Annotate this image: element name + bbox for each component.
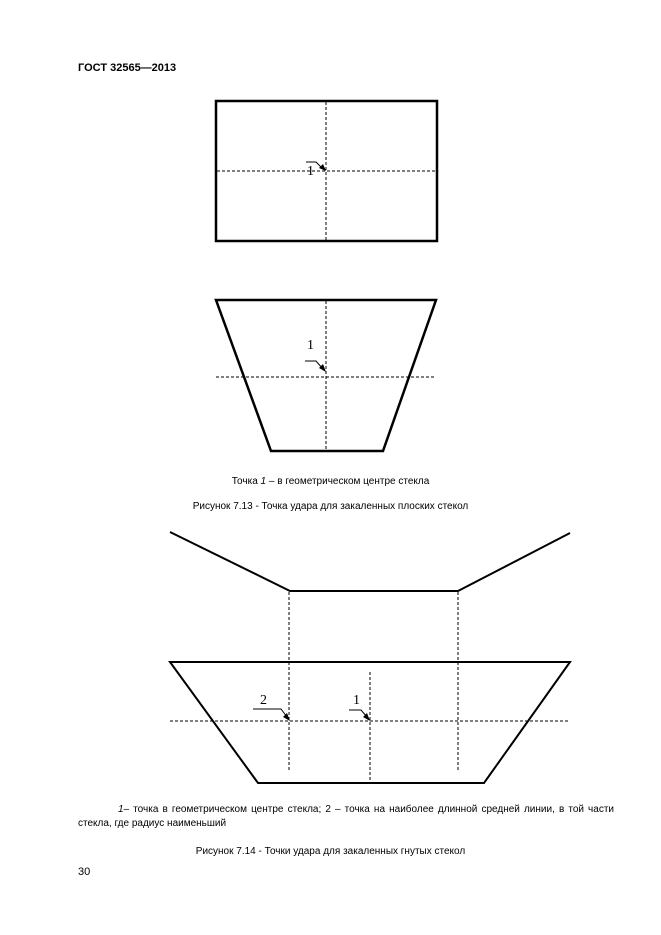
figure-7-14-caption: Рисунок 7.14 - Точки удара для закаленных гнутых стекол: [195, 846, 466, 857]
point-1-label: 1: [307, 338, 314, 353]
note-prefix: Точка: [231, 476, 261, 487]
figure-7-14-note: [78, 803, 614, 831]
figure-7-14-bent-glass: [170, 532, 570, 783]
point-1-label: 1: [353, 693, 360, 708]
figure-7-13-rectangle: [216, 101, 437, 241]
page-number: 30: [78, 866, 91, 878]
figure-7-13-note: [0, 476, 661, 487]
point-2-label: 2: [260, 693, 267, 708]
bent-glass-profile: [170, 532, 570, 591]
note-point-number: 1: [260, 476, 267, 487]
impact-point-2-arrow: [253, 709, 287, 717]
note-text: – точка в геометрическом центре стекла; 2 – точка на наиболее длинной средней линии, в той части стекла, где радиус наименьший: [78, 804, 614, 829]
document-header: ГОСТ 32565—2013: [78, 62, 177, 74]
point-1-label: 1: [307, 164, 314, 179]
figure-7-13-trapezoid: [216, 300, 436, 451]
note-text: – в геометрическом центре стекла: [266, 476, 430, 487]
note-point-number: 1: [118, 804, 124, 815]
figure-7-13-caption: Рисунок 7.13 - Точка удара для закаленных плоских стекол: [192, 501, 469, 512]
impact-point-arrowhead: [319, 164, 326, 171]
